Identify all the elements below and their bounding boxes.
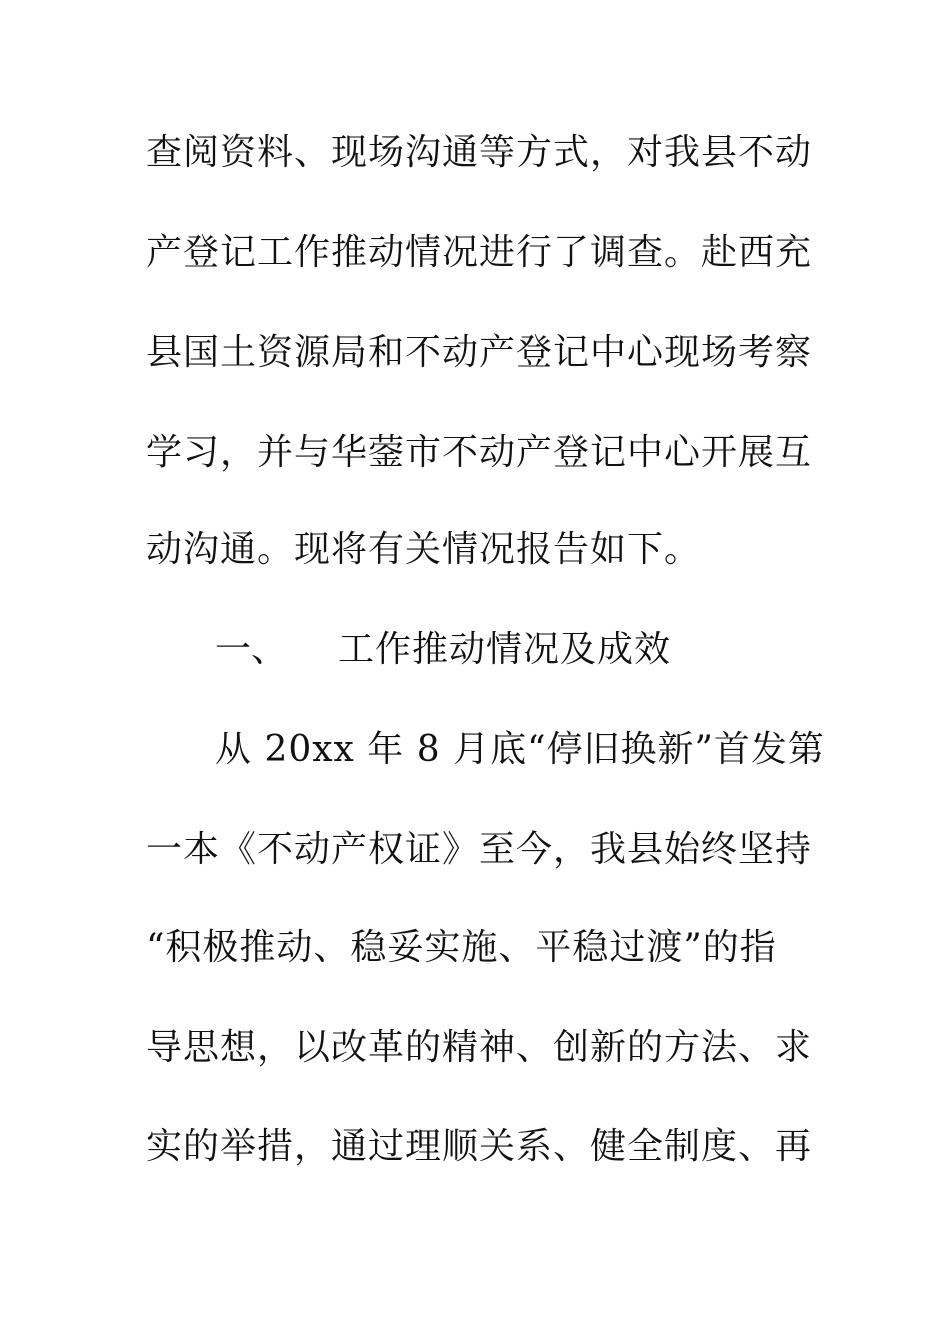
section-number: 一、 <box>215 629 288 670</box>
paragraph-line: 动沟通。现将有关情况报告如下。 <box>146 529 702 570</box>
paragraph-line: 导思想，以改革的精神、创新的方法、求 <box>146 1027 813 1068</box>
section-title: 工作推动情况及成效 <box>338 629 672 670</box>
paragraph-line: 县国土资源局和不动产登记中心现场考察 <box>146 332 813 373</box>
paragraph-line: 学习，并与华蓥市不动产登记中心开展互 <box>146 432 813 473</box>
paragraph-line: 从 20xx 年 8 月底“停旧换新”首发第 <box>215 729 825 770</box>
paragraph-line: 产登记工作推动情况进行了调查。赴西充 <box>146 232 813 273</box>
paragraph-line: 一本《不动产权证》至今，我县始终坚持 <box>146 829 813 870</box>
paragraph-line: 查阅资料、现场沟通等方式，对我县不动 <box>146 132 813 173</box>
paragraph-line: 实的举措，通过理顺关系、健全制度、再 <box>146 1126 813 1167</box>
paragraph-line: “积极推动、稳妥实施、平稳过渡”的指 <box>146 927 777 968</box>
